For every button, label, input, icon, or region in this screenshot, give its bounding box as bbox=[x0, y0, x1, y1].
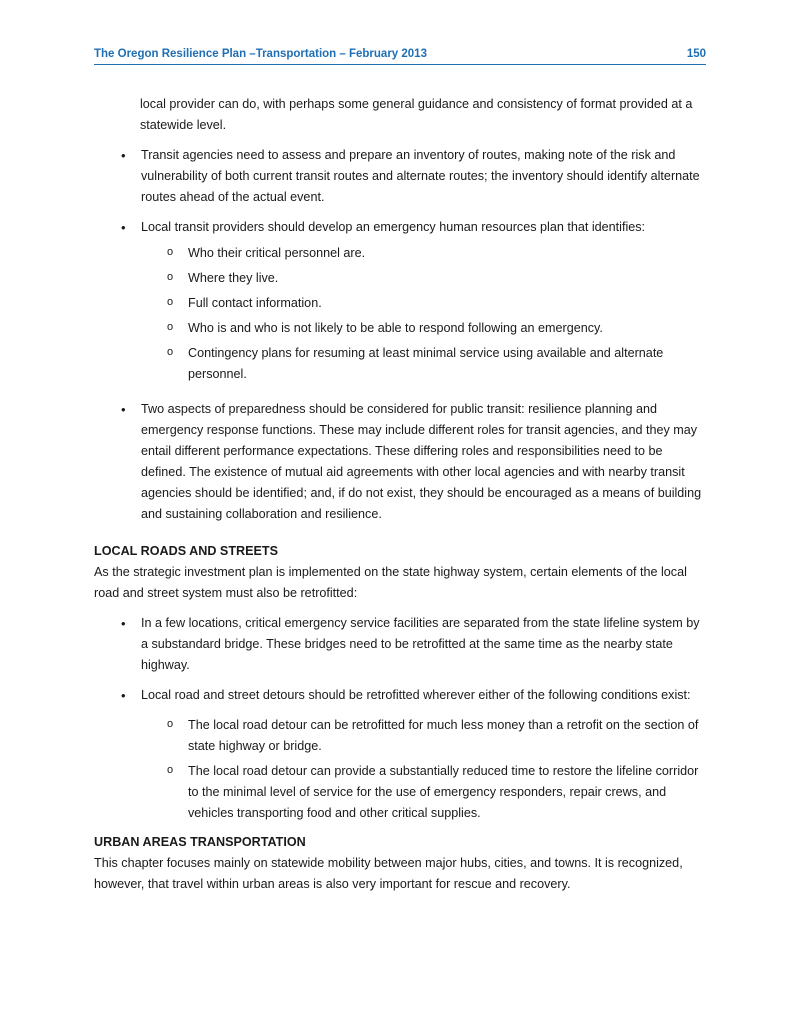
sub-item: o The local road detour can provide a substantially reduced time to restore the lifeline corridor to the minimal level of service for the use of emergency responders, repair crews, and vehicles transporting food and other critical supplies. bbox=[141, 761, 708, 824]
page-header bbox=[94, 48, 706, 65]
header-title: The Oregon Resilience Plan –Transportation – February 2013 bbox=[94, 48, 427, 60]
page-content bbox=[94, 94, 708, 895]
bullet-item: • Transit agencies need to assess and prepare an inventory of routes, making note of the risk and vulnerability of both current transit routes and alternate routes; the inventory should identify alternate routes ahead of the actual event. bbox=[94, 145, 708, 208]
sub-item: o Full contact information. bbox=[141, 293, 708, 314]
bullet-item: • Two aspects of preparedness should be considered for public transit: resilience planning and emergency response functions. These may include different roles for transit agencies, and they may entail different performance expectations. These differing roles and responsibilities need to be defined. The existence of mutual aid agreements with other local agencies and with nearby transit agencies should be identified; and, if do not exist, they should be encouraged as a means of building and sustaining collaboration and resilience. bbox=[94, 399, 708, 525]
sub-item: o Where they live. bbox=[141, 268, 708, 289]
bullet-text: Local transit providers should develop an emergency human resources plan that identifies: bbox=[141, 220, 646, 234]
transit-bullet-list bbox=[94, 145, 708, 525]
sub-item: o Who is and who is not likely to be able to respond following an emergency. bbox=[141, 318, 708, 339]
section-heading: URBAN AREAS TRANSPORTATION bbox=[94, 835, 306, 849]
bullet-item bbox=[94, 685, 708, 824]
sub-item: o Contingency plans for resuming at least minimal service using available and alternate personnel. bbox=[141, 343, 708, 385]
local-roads-bullet-list bbox=[94, 613, 708, 824]
sub-item: o Who their critical personnel are. bbox=[141, 243, 708, 264]
detour-sub-list bbox=[141, 715, 708, 824]
bullet-item bbox=[94, 217, 708, 385]
continued-paragraph: local provider can do, with perhaps some general guidance and consistency of format provided at a statewide level. bbox=[140, 97, 693, 132]
page-number: 150 bbox=[686, 48, 706, 60]
section-paragraph: This chapter focuses mainly on statewide mobility between major hubs, cities, and towns. It is recognized, however, that travel within urban areas is also very important for rescue and recovery. bbox=[94, 856, 683, 891]
sub-item: o The local road detour can be retrofitted for much less money than a retrofit on the section of state highway or bridge. bbox=[141, 715, 708, 757]
bullet-item: • In a few locations, critical emergency service facilities are separated from the state lifeline system by a substandard bridge. These bridges need to be retrofitted at the same time as the nearby state highway. bbox=[94, 613, 708, 676]
personnel-sub-list bbox=[141, 243, 708, 385]
section-heading: LOCAL ROADS AND STREETS bbox=[94, 544, 279, 558]
bullet-text: Local road and street detours should be retrofitted wherever either of the following conditions exist: bbox=[141, 688, 691, 702]
section-paragraph: As the strategic investment plan is implemented on the state highway system, certain elements of the local road and street system must also be retrofitted: bbox=[94, 565, 687, 600]
